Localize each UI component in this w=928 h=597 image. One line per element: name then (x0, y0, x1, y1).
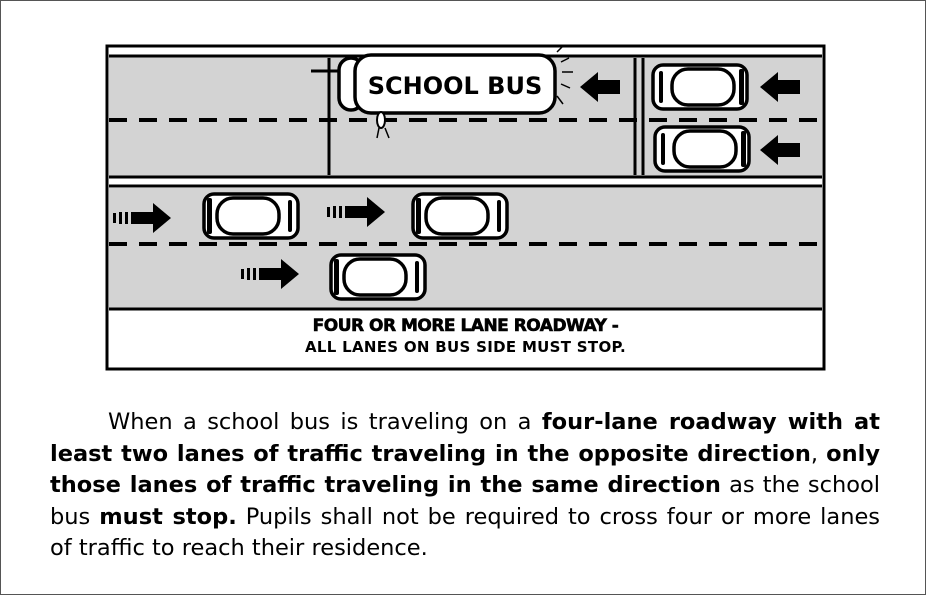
text-segment: as the school bus (50, 472, 880, 530)
caption-title: FOUR OR MORE LANE ROADWAY - (312, 316, 619, 336)
text-segment: , (810, 440, 827, 467)
stopped-car-2 (413, 194, 507, 238)
caption-subtitle: ALL LANES ON BUS SIDE MUST STOP. (304, 338, 627, 356)
bold-segment: four-lane roadway with at least two lanes of traffic traveling in the opposite direction (50, 409, 880, 467)
text-segment: When a school bus is traveling on a (108, 409, 542, 435)
stopped-car-1 (204, 194, 298, 238)
bold-segment: must stop. (99, 503, 237, 530)
stopped-car-3 (331, 255, 425, 299)
opposite-car-2 (655, 127, 749, 171)
text-segment: Pupils shall not be required to cross four or more lanes of traffic to reach their residence. (50, 503, 881, 561)
diagram-caption (107, 311, 824, 369)
opposite-car-1 (653, 65, 747, 109)
bold-segment: only those lanes of traffic traveling in the same direction (50, 440, 880, 498)
body-paragraph (50, 407, 880, 565)
bus-label: SCHOOL BUS (367, 72, 543, 100)
